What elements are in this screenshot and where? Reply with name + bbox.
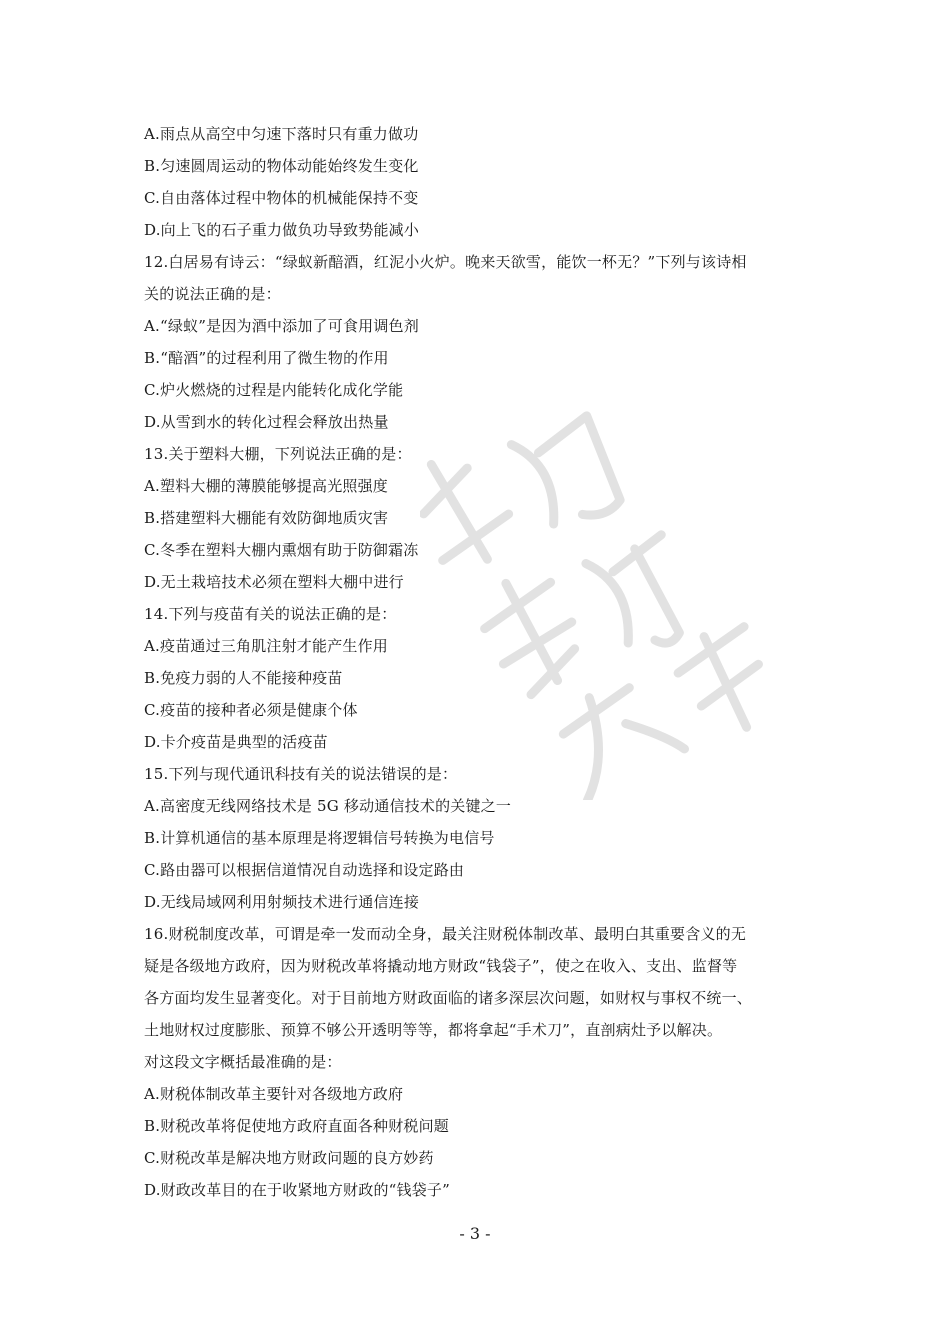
text-line: 土地财权过度膨胀、预算不够公开透明等等，都将拿起“手术刀”，直剖病灶予以解决。 xyxy=(144,1021,723,1039)
page-number: - 3 - xyxy=(459,1224,491,1243)
option-c: C.冬季在塑料大棚内熏烟有助于防御霜冻 xyxy=(144,541,419,559)
option-b: B.“醅酒”的过程利用了微生物的作用 xyxy=(144,349,389,367)
option-a: A.财税体制改革主要针对各级地方政府 xyxy=(144,1085,404,1103)
option-a: A.塑料大棚的薄膜能够提高光照强度 xyxy=(144,477,389,495)
option-d: D.无土栽培技术必须在塑料大棚中进行 xyxy=(144,573,404,591)
question-body xyxy=(144,118,824,1206)
text-line: 各方面均发生显著变化。对于目前地方财政面临的诸多深层次问题，如财权与事权不统一、 xyxy=(144,989,753,1007)
option-d: D.卡介疫苗是典型的活疫苗 xyxy=(144,733,328,751)
option-b: B.财税改革将促使地方政府直面各种财税问题 xyxy=(144,1117,449,1135)
option-d: D.从雪到水的转化过程会释放出热量 xyxy=(144,413,389,431)
question-15-stem: 15.下列与现代通讯科技有关的说法错误的是： xyxy=(144,765,458,783)
option-b: B.计算机通信的基本原理是将逻辑信号转换为电信号 xyxy=(144,829,495,847)
option-c: C.疫苗的接种者必须是健康个体 xyxy=(144,701,358,719)
question-12-stem: 12.白居易有诗云：“绿蚁新醅酒，红泥小火炉。晚来天欲雪，能饮一杯无？”下列与该诗相 xyxy=(144,253,747,271)
option-c: C.财税改革是解决地方财政问题的良方妙药 xyxy=(144,1149,434,1167)
option-a: A.“绿蚁”是因为酒中添加了可食用调色剂 xyxy=(144,317,419,335)
text-line: B.匀速圆周运动的物体动能始终发生变化 xyxy=(144,157,419,175)
text-line: 疑是各级地方政府，因为财税改革将撬动地方财政“钱袋子”，使之在收入、支出、监督等 xyxy=(144,957,738,975)
question-16-stem: 16.财税制度改革，可谓是牵一发而动全身，最关注财税体制改革、最明白其重要含义的无 xyxy=(144,925,747,943)
question-13-stem: 13.关于塑料大棚，下列说法正确的是： xyxy=(144,445,412,463)
text-line: 对这段文字概括最准确的是： xyxy=(144,1053,342,1071)
option-a: A.高密度无线网络技术是 5G 移动通信技术的关键之一 xyxy=(144,797,512,815)
question-14-stem: 14.下列与疫苗有关的说法正确的是： xyxy=(144,605,397,623)
option-d: D.财政改革目的在于收紧地方财政的“钱袋子” xyxy=(144,1181,450,1199)
text-line: A.雨点从高空中匀速下落时只有重力做功 xyxy=(144,125,419,143)
option-d: D.无线局域网利用射频技术进行通信连接 xyxy=(144,893,420,911)
option-c: C.炉火燃烧的过程是内能转化成化学能 xyxy=(144,381,404,399)
option-b: B.免疫力弱的人不能接种疫苗 xyxy=(144,669,343,687)
option-a: A.疫苗通过三角肌注射才能产生作用 xyxy=(144,637,389,655)
text-line: 关的说法正确的是： xyxy=(144,285,281,303)
option-b: B.搭建塑料大棚能有效防御地质灾害 xyxy=(144,509,389,527)
text-line: C.自由落体过程中物体的机械能保持不变 xyxy=(144,189,419,207)
text-line: D.向上飞的石子重力做负功导致势能减小 xyxy=(144,221,420,239)
option-c: C.路由器可以根据信道情况自动选择和设定路由 xyxy=(144,861,465,879)
